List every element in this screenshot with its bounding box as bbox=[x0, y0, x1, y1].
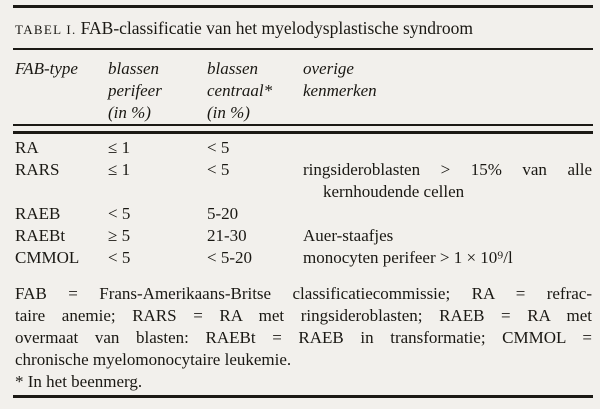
cell-overige bbox=[303, 247, 592, 269]
header-line: (in %) bbox=[108, 103, 151, 122]
column-header-overige-kenmerken bbox=[303, 58, 592, 124]
cell-blassen-perifeer: ≤ 1 bbox=[108, 160, 131, 179]
footnote bbox=[15, 283, 592, 393]
cell-overige-wrap-line: kernhoudende cellen bbox=[323, 182, 465, 201]
header-line: overige bbox=[303, 59, 354, 78]
header-line: FAB-type bbox=[15, 59, 78, 78]
cell-overige bbox=[303, 137, 592, 159]
cell-overige-line: monocyten perifeer > 1 × 10⁹/l bbox=[303, 248, 513, 267]
footnote-asterisk-line: * In het beenmerg. bbox=[15, 372, 143, 391]
table-body bbox=[0, 137, 600, 269]
cell-fab-type: RARS bbox=[15, 160, 60, 179]
cell-blassen-centraal: 5-20 bbox=[207, 204, 239, 223]
header-line: blassen bbox=[207, 59, 258, 78]
footnote-line: chronische myelomonocytaire leukemie. bbox=[15, 350, 292, 369]
footnote-line: overmaat van blasten: RAEBt = RAEB in transformatie; CMMOL = bbox=[15, 328, 592, 347]
header-line: kenmerken bbox=[303, 81, 377, 100]
cell-blassen-perifeer: ≤ 1 bbox=[108, 138, 131, 157]
footnote-line: FAB = Frans-Amerikaans-Britse classificatiecommissie; RA = refrac- bbox=[15, 284, 592, 303]
table-row-cmmol bbox=[15, 247, 592, 269]
cell-overige-line: Auer-staafjes bbox=[303, 226, 394, 245]
cell-overige bbox=[303, 203, 592, 225]
cell-fab-type: RA bbox=[15, 138, 39, 157]
table-row-rars bbox=[15, 159, 592, 203]
header-line: blassen bbox=[108, 59, 159, 78]
header-line: perifeer bbox=[108, 81, 162, 100]
cell-blassen-perifeer: ≥ 5 bbox=[108, 226, 131, 245]
column-header-blassen-perifeer bbox=[108, 58, 207, 124]
header-line: centraal* bbox=[207, 81, 273, 100]
cell-overige bbox=[303, 225, 592, 247]
header-line: (in %) bbox=[207, 103, 250, 122]
column-header-fab-type bbox=[15, 58, 108, 124]
cell-blassen-perifeer: < 5 bbox=[108, 248, 131, 267]
column-header-blassen-centraal bbox=[207, 58, 303, 124]
cell-blassen-centraal: < 5 bbox=[207, 160, 230, 179]
table-row-raebt bbox=[15, 225, 592, 247]
cell-fab-type: RAEB bbox=[15, 204, 61, 223]
cell-overige bbox=[303, 159, 592, 203]
cell-blassen-perifeer: < 5 bbox=[108, 204, 131, 223]
cell-blassen-centraal: < 5-20 bbox=[207, 248, 252, 267]
table-row-ra bbox=[15, 137, 592, 159]
bottom-rule bbox=[13, 395, 593, 398]
cell-blassen-centraal: 21-30 bbox=[207, 226, 247, 245]
table-header-row bbox=[15, 58, 592, 124]
top-rule bbox=[13, 5, 593, 8]
cell-fab-type: RAEBt bbox=[15, 226, 66, 245]
header-rule-thin bbox=[13, 124, 593, 126]
table-row-raeb bbox=[15, 203, 592, 225]
title-rule bbox=[13, 48, 593, 50]
cell-blassen-centraal: < 5 bbox=[207, 138, 230, 157]
table-title-text: FAB-classificatie van het myelodysplastische syndroom bbox=[80, 18, 473, 38]
cell-fab-type: CMMOL bbox=[15, 248, 80, 267]
cell-overige-line: ringsideroblasten > 15% van alle bbox=[303, 160, 592, 179]
header-rule-thick bbox=[13, 131, 593, 134]
table-title bbox=[15, 17, 592, 41]
table-number-label: TABEL I. bbox=[15, 22, 77, 37]
footnote-line: taire anemie; RARS = RA met ringsideroblasten; RAEB = RA met bbox=[15, 306, 592, 325]
